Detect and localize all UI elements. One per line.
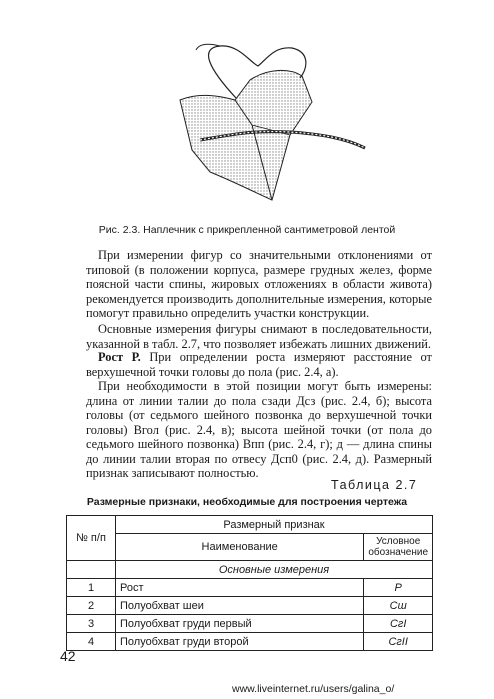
page-number: 42 [60,648,76,664]
header-symbol: Условное обозначение [364,534,433,561]
table-row: 3 Полуобхват груди первый СгI [67,615,433,633]
header-group: Размерный признак [116,516,433,534]
table-row: 4 Полуобхват груди второй СгII [67,633,433,651]
table-row: 1 Рост P [67,579,433,597]
paragraph-1: При измерении фигур со значительными отклонениями от типовой (в положении корпуса, размере грудных желез, форме поясной части спины, жировых отложениях в области живота) рекомендуется производить дополнительные измерения, которые помогут правильно определить участки конструкции. [86,248,432,320]
paragraph-2: Основные измерения фигуры снимают в последовательности, указанной в табл. 2.7, что позволяет избежать лишних движений. [86,322,432,351]
table-label: Таблица 2.7 [331,478,418,492]
shoulder-pad-illustration [140,40,400,220]
measurements-table [66,515,433,651]
section-title: Основные измерения [116,561,433,579]
paragraph-4: При необходимости в этой позиции могут быть измерены: длина от линии талии до пола сзади Дсз (рис. 2.4, б); высота головы (от седьмого шейного позвонка до верхушечной точки головы) Вгол (рис. 2.4, в); высота шейной точки (от пола до седьмого шейного позвонка) Впп (рис. 2.4, г); д — длина спины до линии талии вторая по отвесу Дсп0 (рис. 2.4, д). Размерный признак записывают полностью. [86,379,432,480]
paragraph-3: Рост Р. При определении роста измеряют расстояние от верхушечной точки головы до пола (рис. 2.4, а). [86,350,432,379]
header-name: Наименование [116,534,364,561]
table-row: 2 Полуобхват шеи Сш [67,597,433,615]
header-num: № п/п [67,516,116,561]
figure-caption: Рис. 2.3. Наплечник с прикрепленной сантиметровой лентой [98,224,396,236]
footer-url: www.liveinternet.ru/users/galina_o/ [232,683,395,695]
table-title: Размерные признаки, необходимые для построения чертежа [86,496,408,508]
